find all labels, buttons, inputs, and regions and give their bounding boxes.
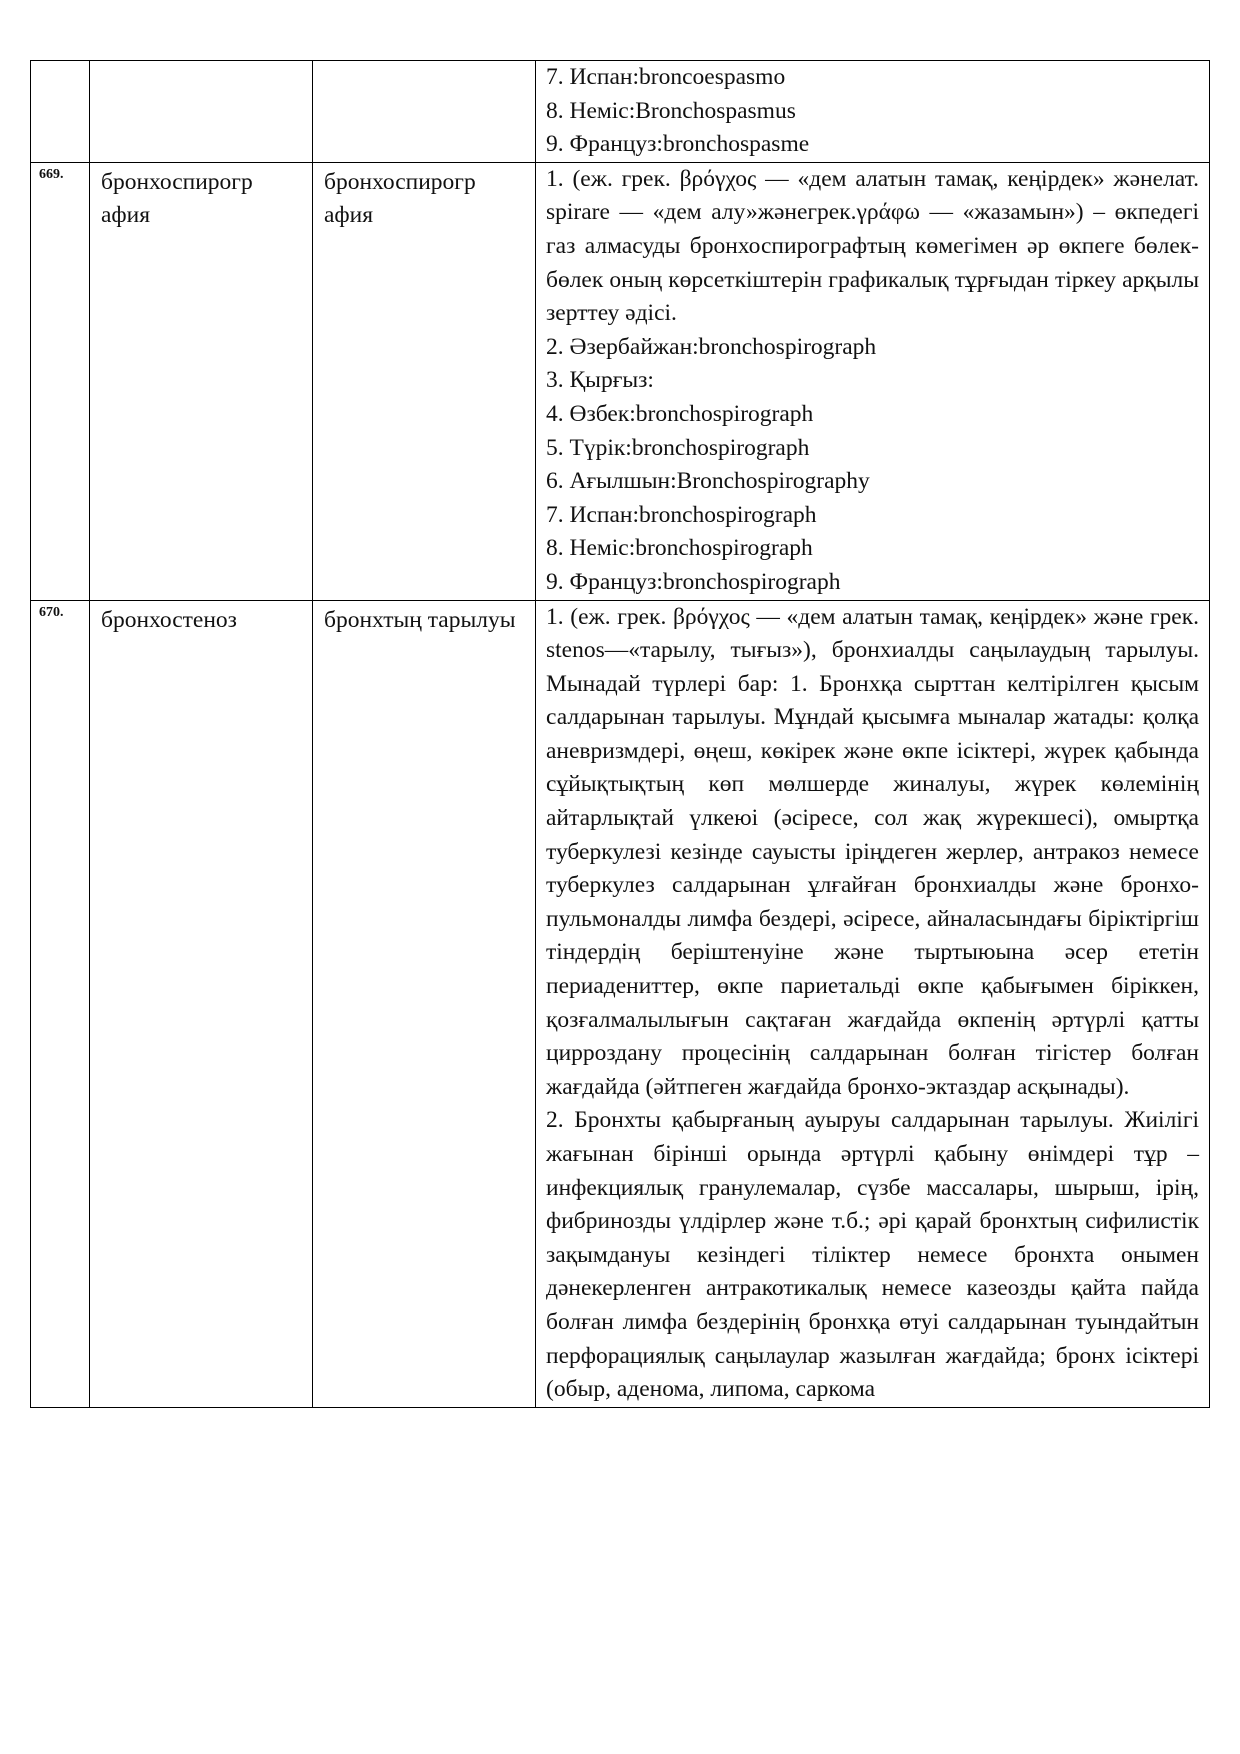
language-equivalent: 7. Испан:bronchospirograph xyxy=(546,501,817,528)
definition-paragraph: 1. (еж. грек. βρόγχος — «дем алатын тамақ, кеңірдек» және грек. stenos—«тарылу, тығыз»), бронхиалды саңылаудың тарылуы. Мынадай түрлері бар: 1. Бронхқа сырттан келтірілген қысым салдарынан тарылуы. Мұндай қысымға мыналар жатады: қолқа аневризмдері, өңеш, көкірек және өкпе ісіктері, жүрек қабында сұйықтықтың көп мөлшерде жиналуы, жүрек көлемінің айтарлықтай үлкеюі (әсіресе, сол жақ жүрекшесі), омыртқа туберкулезі кезінде сауысты іріңдеген жерлер, антракоз немесе туберкулез салдарынан ұлғайған бронхиалды және бронхо-пульмоналды лимфа бездері, әсіресе, айналасындағы біріктіргіш тіндердің беріштенуіне және тыртыюына әсер ететін периадениттер, өкпе париетальді өкпе қабығымен біріккен, қозғалмалылығын сақтаған жағдайда өкпенің әртүрлі қатты цирроздану процесінің салдарынан болған тігістер болған жағдайда (әйтпеген жағдайда бронхо-эктаздар асқынады). xyxy=(546,603,1199,1100)
term-cell xyxy=(90,61,313,163)
term-text xyxy=(90,61,312,64)
term-cell xyxy=(90,162,313,600)
table-row xyxy=(31,61,1210,163)
definition-cell xyxy=(536,162,1210,600)
language-equivalent: 7. Испан:broncoespasmo xyxy=(546,64,786,90)
term-text: бронхостеноз xyxy=(101,606,237,633)
translation-cell xyxy=(313,600,536,1407)
term-text: бронхоспирогр афия xyxy=(101,168,253,229)
language-equivalent: 9. Француз:bronchospasme xyxy=(546,131,810,158)
translation-text: бронхоспирогр афия xyxy=(324,168,476,229)
entry-number-cell xyxy=(31,162,90,600)
definition-paragraph: 2. Бронхты қабырғаның ауыруы салдарынан тарылуы. Жиілігі жағынан бірінші орында әртүрлі қабыну өнімдері тұр – инфекциялық гранулемалар, сүзбе массалары, шырыш, ірің, фибринозды үлдірлер және т.б.; әрі қарай бронхтың сифилистік зақымдануы кезіндегі тіліктер немесе бронхта онымен дәнекерленген антракотикалық немесе казеозды қайта пайда болған лимфа бездерінің бронхқа өтуі салдарынан туындайтын перфорациялық саңылаулар жазылған жағдайда; бронх ісіктері (обыр, аденома, липома, саркома xyxy=(546,1107,1199,1403)
language-equivalent: 8. Неміс:bronchospirograph xyxy=(546,535,813,562)
language-equivalent: 9. Француз:bronchospirograph xyxy=(546,568,841,595)
definition-cell xyxy=(536,61,1210,163)
entry-number-cell xyxy=(31,600,90,1407)
dictionary-table xyxy=(30,60,1210,1408)
table-row xyxy=(31,162,1210,600)
language-equivalent: 5. Түрік:bronchospirograph xyxy=(546,434,810,461)
entry-number: 669. xyxy=(39,166,64,182)
language-equivalent: 4. Өзбек:bronchospirograph xyxy=(546,400,814,427)
entry-number: 670. xyxy=(39,604,64,620)
translation-cell xyxy=(313,162,536,600)
translation-cell xyxy=(313,61,536,163)
definition-cell xyxy=(536,600,1210,1407)
language-equivalent: 3. Қырғыз: xyxy=(546,367,654,394)
entry-number-cell xyxy=(31,61,90,163)
entry-number xyxy=(31,61,89,65)
translation-text xyxy=(313,61,535,64)
translation-text: бронхтың тарылуы xyxy=(324,606,516,633)
language-equivalent: 8. Неміс:Bronchospasmus xyxy=(546,97,796,124)
language-equivalent: 6. Ағылшын:Bronchospirography xyxy=(546,468,870,495)
language-equivalent: 2. Әзербайжан:bronchospirograph xyxy=(546,333,877,360)
table-row xyxy=(31,600,1210,1407)
definition-paragraph: 1. (еж. грек. βρόγχος — «дем алатын тамақ, кеңірдек» жәнелат. spirare — «дем алу»жәнегрек.γράφω — «жазамын») – өкпедегі газ алмасуды бронхоспирографтың көмегімен әр өкпеге бөлек-бөлек оның көрсеткіштерін графикалық тұрғыдан тіркеу арқылы зерттеу әдісі. xyxy=(546,165,1199,327)
term-cell xyxy=(90,600,313,1407)
